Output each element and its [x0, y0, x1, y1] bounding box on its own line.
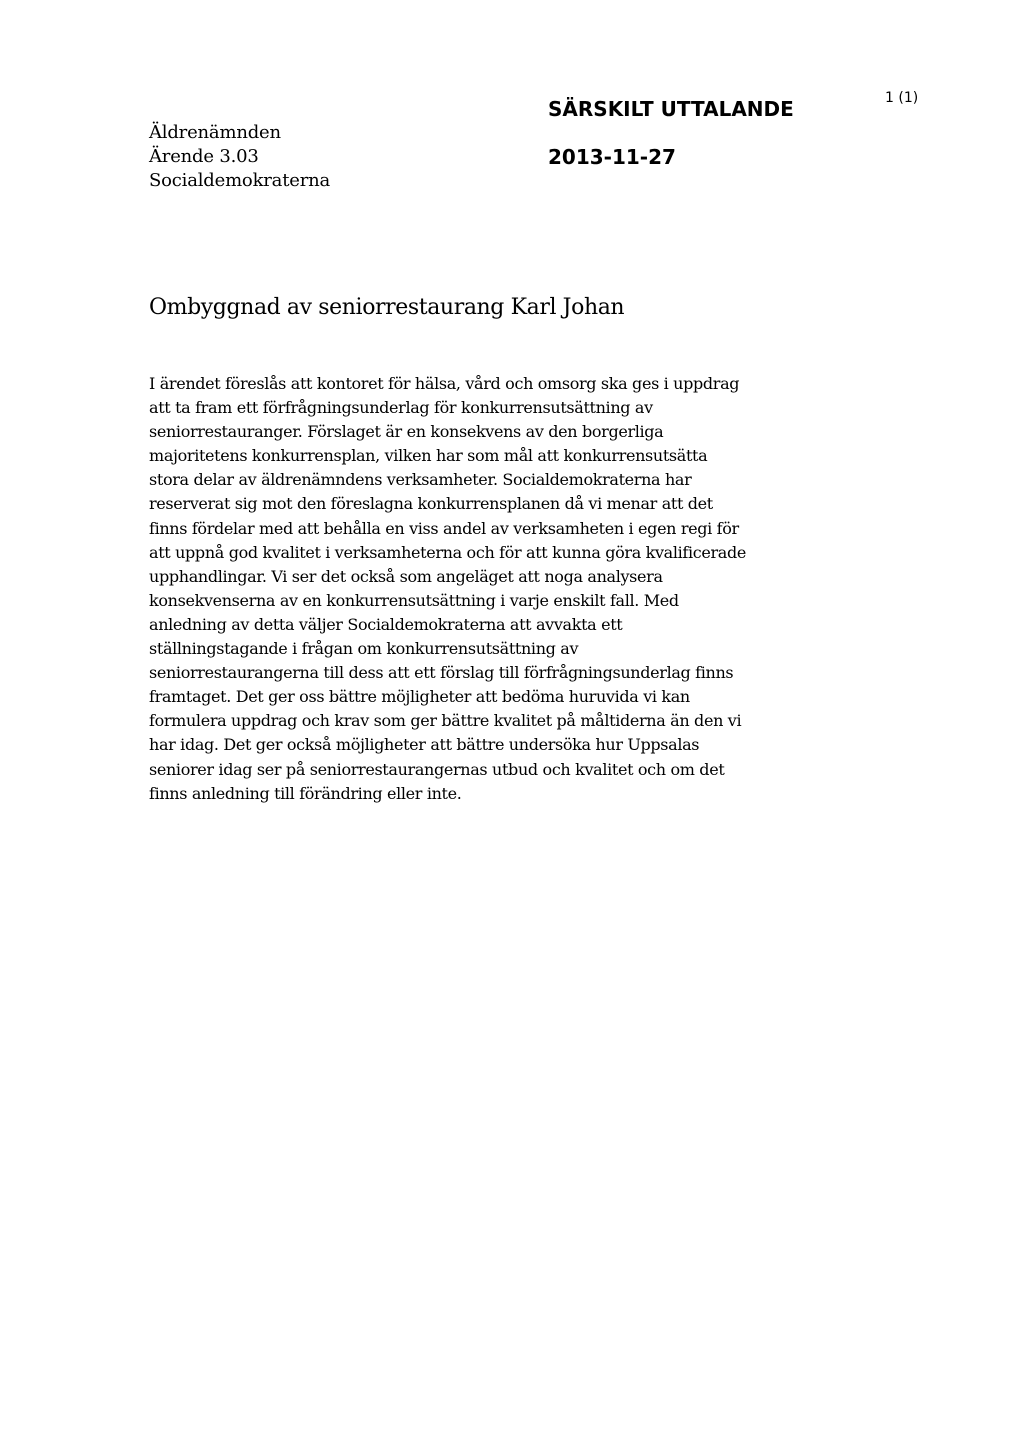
body-line: att uppnå god kvalitet i verksamheterna och för att kunna göra kvalificerade [149, 542, 746, 562]
body-line: anledning av detta väljer Socialdemokraterna att avvakta ett [149, 614, 623, 634]
body-line: finns anledning till förändring eller inte. [149, 783, 462, 803]
body-paragraph [149, 372, 789, 806]
sender-block [149, 121, 330, 193]
sender-case-number: Ärende 3.03 [149, 146, 259, 167]
sender-party: Socialdemokraterna [149, 170, 331, 191]
body-line: ställningstagande i frågan om konkurrensutsättning av [149, 639, 579, 659]
sender-committee: Äldrenämnden [149, 122, 281, 143]
body-line: att ta fram ett förfrågningsunderlag för konkurrensutsättning av [149, 398, 653, 418]
body-line: seniorer idag ser på seniorrestaurangernas utbud och kvalitet och om det [149, 759, 725, 779]
document-title: Ombyggnad av seniorrestaurang Karl Johan [149, 295, 625, 320]
body-line: konsekvenserna av en konkurrensutsättning i varje enskilt fall. Med [149, 590, 679, 610]
page-number: 1 (1) [885, 90, 919, 106]
body-line: har idag. Det ger också möjligheter att bättre undersöka hur Uppsalas [149, 735, 700, 755]
body-line: reserverat sig mot den föreslagna konkurrensplanen då vi menar att det [149, 494, 713, 514]
document-type: SÄRSKILT UTTALANDE [548, 97, 794, 121]
body-line: stora delar av äldrenämndens verksamheter. Socialdemokraterna har [149, 470, 692, 490]
body-line: finns fördelar med att behålla en viss andel av verksamheten i egen regi för [149, 518, 739, 538]
body-line: majoritetens konkurrensplan, vilken har som mål att konkurrensutsätta [149, 446, 708, 466]
body-line: seniorrestaurangerna till dess att ett förslag till förfrågningsunderlag finns [149, 663, 734, 683]
body-line: I ärendet föreslås att kontoret för hälsa, vård och omsorg ska ges i uppdrag [149, 374, 740, 393]
document-date: 2013-11-27 [548, 145, 676, 169]
body-line: seniorrestauranger. Förslaget är en konsekvens av den borgerliga [149, 422, 664, 442]
body-line: framtaget. Det ger oss bättre möjligheter att bedöma huruvida vi kan [149, 687, 690, 707]
body-line: upphandlingar. Vi ser det också som angeläget att noga analysera [149, 566, 663, 586]
body-line: formulera uppdrag och krav som ger bättre kvalitet på måltiderna än den vi [149, 711, 742, 731]
